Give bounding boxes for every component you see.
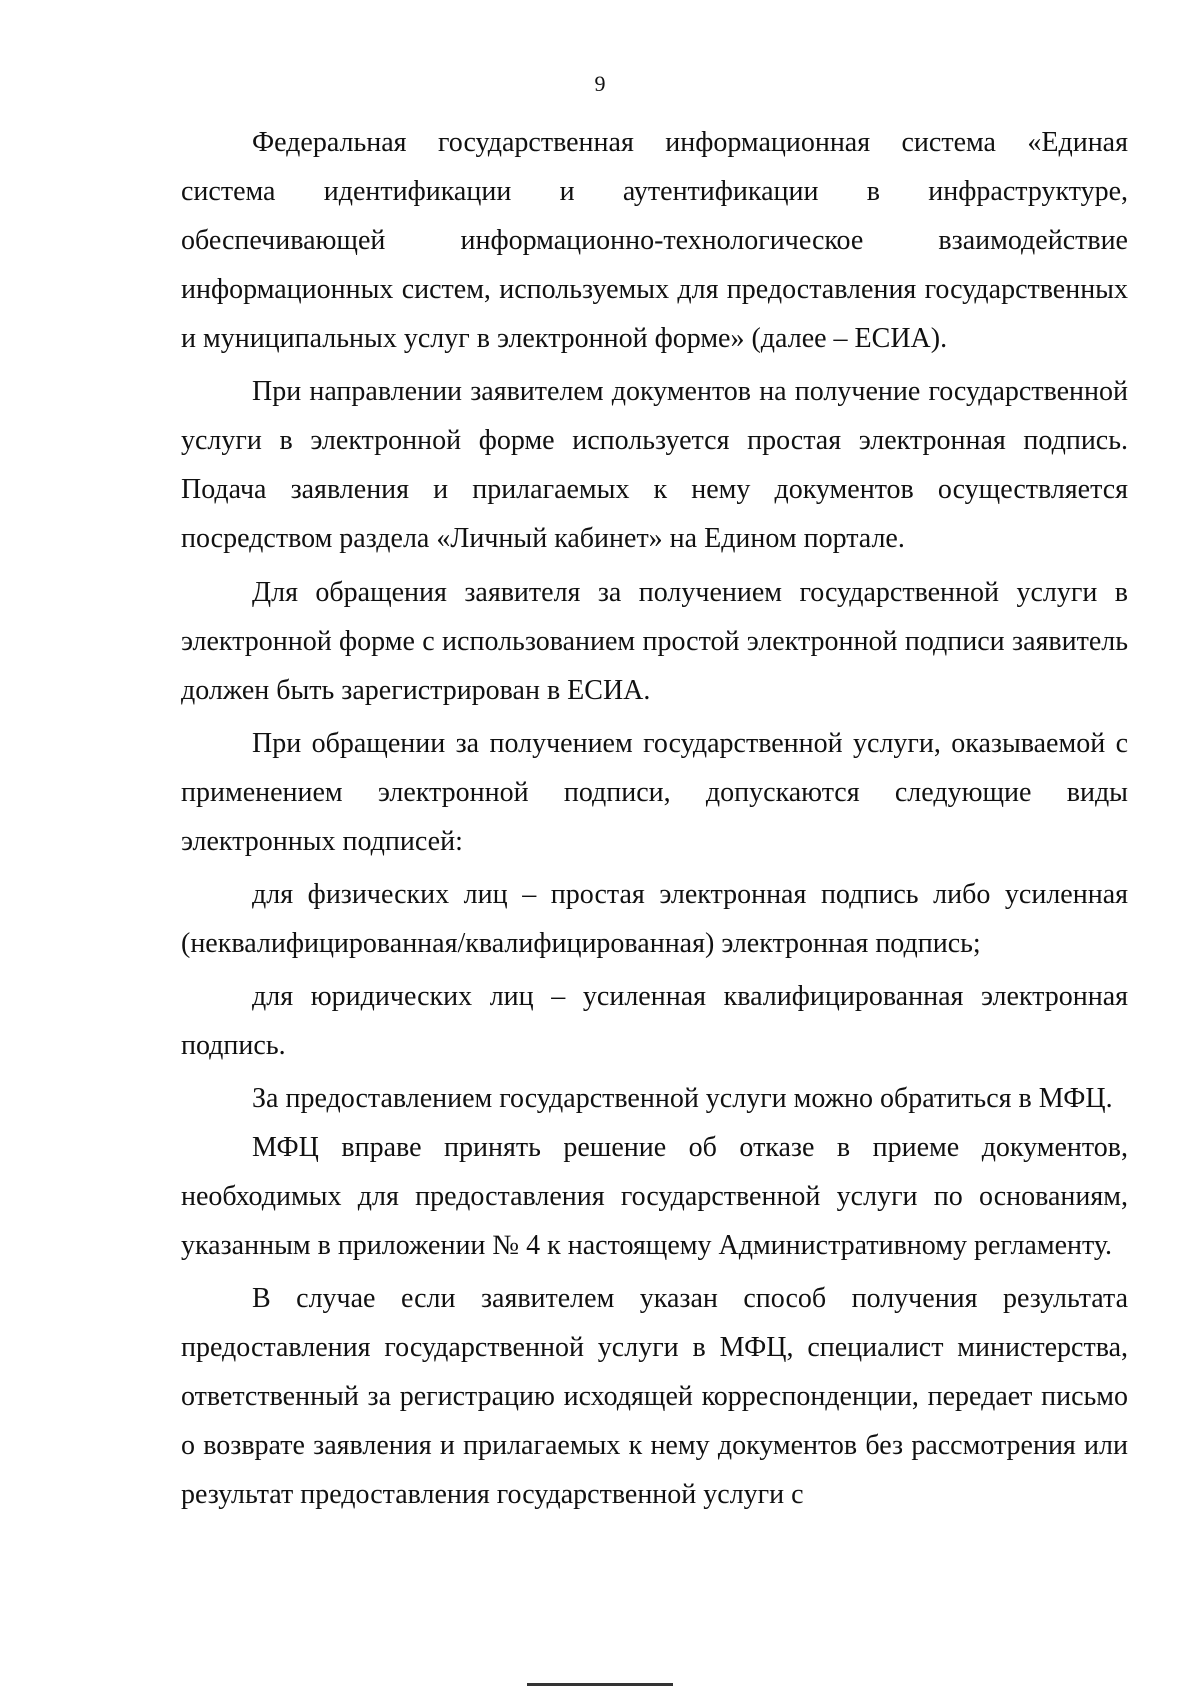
paragraph-mfc-refusal: МФЦ вправе принять решение об отказе в приеме документов, необходимых для предоставления государственной услуги по основаниям, указанным в приложении № 4 к настоящему Административному регламенту. xyxy=(181,1132,1128,1261)
page-number: 9 xyxy=(594,71,606,96)
paragraph-signature-types: При обращении за получением государственной услуги, оказываемой с применением электронной подписи, допускаются следующие виды электронных подписей: xyxy=(181,728,1128,857)
paragraph-esia-definition: Федеральная государственная информационная система «Единая система идентификации и аутентификации в инфраструктуре, обеспечивающей информационно-технологическое взаимодействие информационных систем, используемых для предоставления государственных и муниципальных услуг в электронной форме» (далее – ЕСИА). xyxy=(181,127,1128,354)
document-body xyxy=(181,118,1128,1519)
paragraph-result-delivery: В случае если заявителем указан способ получения результата предоставления государственной услуги в МФЦ, специалист министерства, ответственный за регистрацию исходящей корреспонденции, передает письмо о возврате заявления и прилагаемых к нему документов без рассмотрения или результат предоставления государственной услуги с xyxy=(181,1283,1128,1510)
paragraph-esia-registration: Для обращения заявителя за получением государственной услуги в электронной форме с использованием простой электронной подписи заявитель должен быть зарегистрирован в ЕСИА. xyxy=(181,577,1128,706)
paragraph-electronic-submission: При направлении заявителем документов на получение государственной услуги в электронной форме используется простая электронная подпись. Подача заявления и прилагаемых к нему документов осуществляется посредством раздела «Личный кабинет» на Едином портале. xyxy=(181,376,1128,554)
paragraph-mfc-contact: За предоставлением государственной услуги можно обратиться в МФЦ. xyxy=(252,1083,1113,1114)
page-edge-mark xyxy=(527,1683,673,1686)
paragraph-individuals-signature: для физических лиц – простая электронная подпись либо усиленная (неквалифицированная/квалифицированная) электронная подпись; xyxy=(181,879,1128,959)
paragraph-legal-entities-signature: для юридических лиц – усиленная квалифицированная электронная подпись. xyxy=(181,981,1128,1061)
